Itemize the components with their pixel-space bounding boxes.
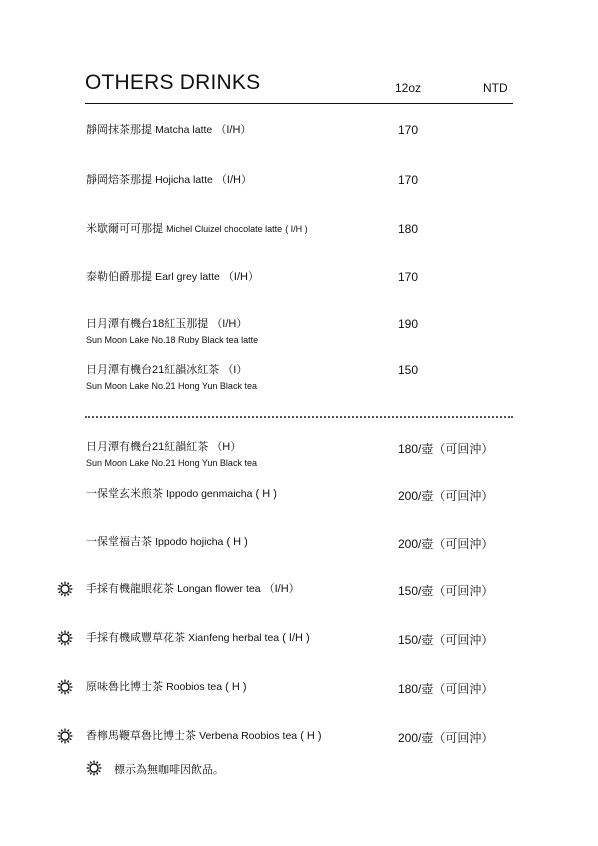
menu-item-name xyxy=(86,631,310,645)
currency-column-header: NTD xyxy=(483,81,508,95)
menu-item-name xyxy=(86,317,258,331)
menu-item-temperature-option: （I/H） xyxy=(215,174,252,186)
menu-item-english-name: Verbena Roobios tea xyxy=(199,730,298,742)
menu-item xyxy=(86,440,257,469)
menu-item-english-subtitle: Sun Moon Lake No.21 Hong Yun Black tea xyxy=(86,458,257,468)
menu-item-chinese-name: 手採有機咸豐草花茶 xyxy=(86,632,185,644)
menu-item-price: 180/壺（可回沖） xyxy=(398,442,494,456)
header-rule xyxy=(85,103,513,104)
menu-item-english-name: Longan flower tea xyxy=(177,583,261,595)
menu-item-price: 170 xyxy=(398,270,419,284)
menu-item-temperature-option: ( I/H ) xyxy=(282,632,310,644)
menu-item-english-name: Roobios tea xyxy=(166,681,223,693)
sun-icon xyxy=(57,581,73,597)
menu-item-chinese-name: 一保堂福吉茶 xyxy=(86,536,152,548)
menu-item-name xyxy=(86,270,259,284)
menu-item-temperature-option: （I/H） xyxy=(215,124,252,136)
size-column-header: 12oz xyxy=(395,81,422,95)
menu-item-chinese-name: 米歇爾可可那提 xyxy=(86,223,163,235)
menu-item-temperature-option: （H） xyxy=(211,441,242,453)
menu-item-chinese-name: 一保堂玄米煎茶 xyxy=(86,488,163,500)
menu-item-name xyxy=(86,222,308,236)
menu-item-name xyxy=(86,173,252,187)
menu-item xyxy=(86,317,258,346)
menu-item xyxy=(86,270,259,284)
menu-item-chinese-name: 手採有機龍眼花茶 xyxy=(86,583,174,595)
menu-item-price: 150/壺（可回沖） xyxy=(398,633,494,647)
menu-item-name xyxy=(86,582,300,596)
menu-item-price: 170 xyxy=(398,173,419,187)
menu-item-english-subtitle: Sun Moon Lake No.21 Hong Yun Black tea xyxy=(86,381,257,391)
menu-item-chinese-name: 日月潭有機台18紅玉那提 xyxy=(86,318,209,330)
menu-item xyxy=(86,222,308,236)
menu-item-price: 190 xyxy=(398,317,419,331)
menu-item xyxy=(86,487,277,501)
menu-item-price: 200/壺（可回沖） xyxy=(398,537,494,551)
menu-item-temperature-option: （I/H） xyxy=(211,318,248,330)
menu-item-price: 180/壺（可回沖） xyxy=(398,682,494,696)
sun-icon xyxy=(57,679,73,695)
menu-item-temperature-option: （I） xyxy=(222,364,248,376)
menu-item-temperature-option: （I/H） xyxy=(222,271,259,283)
menu-item xyxy=(86,680,247,694)
menu-item-temperature-option: ( H ) xyxy=(226,536,248,548)
menu-title: OTHERS DRINKS xyxy=(85,71,261,94)
menu-item-price: 200/壺（可回沖） xyxy=(398,731,494,745)
section-divider xyxy=(85,416,513,418)
menu-item-name xyxy=(86,729,322,743)
menu-item-price: 200/壺（可回沖） xyxy=(398,489,494,503)
menu-item-name xyxy=(86,440,257,454)
menu-item-english-name: Matcha latte xyxy=(155,124,213,136)
menu-item xyxy=(86,535,248,549)
menu-item-price: 170 xyxy=(398,123,419,137)
menu-item-name xyxy=(86,487,277,501)
menu-item xyxy=(86,582,300,596)
menu-item-chinese-name: 靜岡抹茶那提 xyxy=(86,124,152,136)
menu-item-english-name: Ippodo genmaicha xyxy=(166,488,253,500)
menu-item-price: 150/壺（可回沖） xyxy=(398,584,494,598)
menu-item-chinese-name: 日月潭有機台21紅韻紅茶 xyxy=(86,441,209,453)
menu-item-name xyxy=(86,363,257,377)
menu-item xyxy=(86,363,257,392)
menu-item xyxy=(86,123,251,137)
menu-item xyxy=(86,729,322,743)
menu-item-chinese-name: 原味魯比博士茶 xyxy=(86,681,163,693)
menu-item-english-name: Michel Cluizel chocolate latte xyxy=(166,224,283,234)
menu-item-chinese-name: 香檸馬鞭草魯比博士茶 xyxy=(86,730,196,742)
menu-item-chinese-name: 泰勒伯爵那提 xyxy=(86,271,152,283)
caffeine-free-note: 標示為無咖啡因飲品。 xyxy=(114,764,224,776)
menu-item-name xyxy=(86,680,247,694)
menu-item-english-name: Ippodo hojicha xyxy=(155,536,224,548)
sun-icon xyxy=(57,728,73,744)
menu-item xyxy=(86,631,310,645)
sun-icon xyxy=(86,760,102,776)
menu-item-chinese-name: 靜岡焙茶那提 xyxy=(86,174,152,186)
menu-item-name xyxy=(86,123,251,137)
menu-item xyxy=(86,173,252,187)
menu-item-english-name: Hojicha latte xyxy=(155,174,213,186)
menu-item-english-subtitle: Sun Moon Lake No.18 Ruby Black tea latte xyxy=(86,335,259,345)
menu-item-english-name: Xianfeng herbal tea xyxy=(188,632,280,644)
menu-item-price: 180 xyxy=(398,222,419,236)
menu-item-temperature-option: （I/H） xyxy=(263,583,300,595)
menu-item-temperature-option: ( I/H ) xyxy=(285,224,308,234)
menu-item-name xyxy=(86,535,248,549)
menu-item-english-name: Earl grey latte xyxy=(155,271,220,283)
menu-item-temperature-option: ( H ) xyxy=(255,488,277,500)
menu-item-chinese-name: 日月潭有機台21紅韻冰紅茶 xyxy=(86,364,220,376)
menu-item-price: 150 xyxy=(398,363,419,377)
menu-item-temperature-option: ( H ) xyxy=(300,730,322,742)
sun-icon xyxy=(57,630,73,646)
menu-item-temperature-option: ( H ) xyxy=(225,681,247,693)
